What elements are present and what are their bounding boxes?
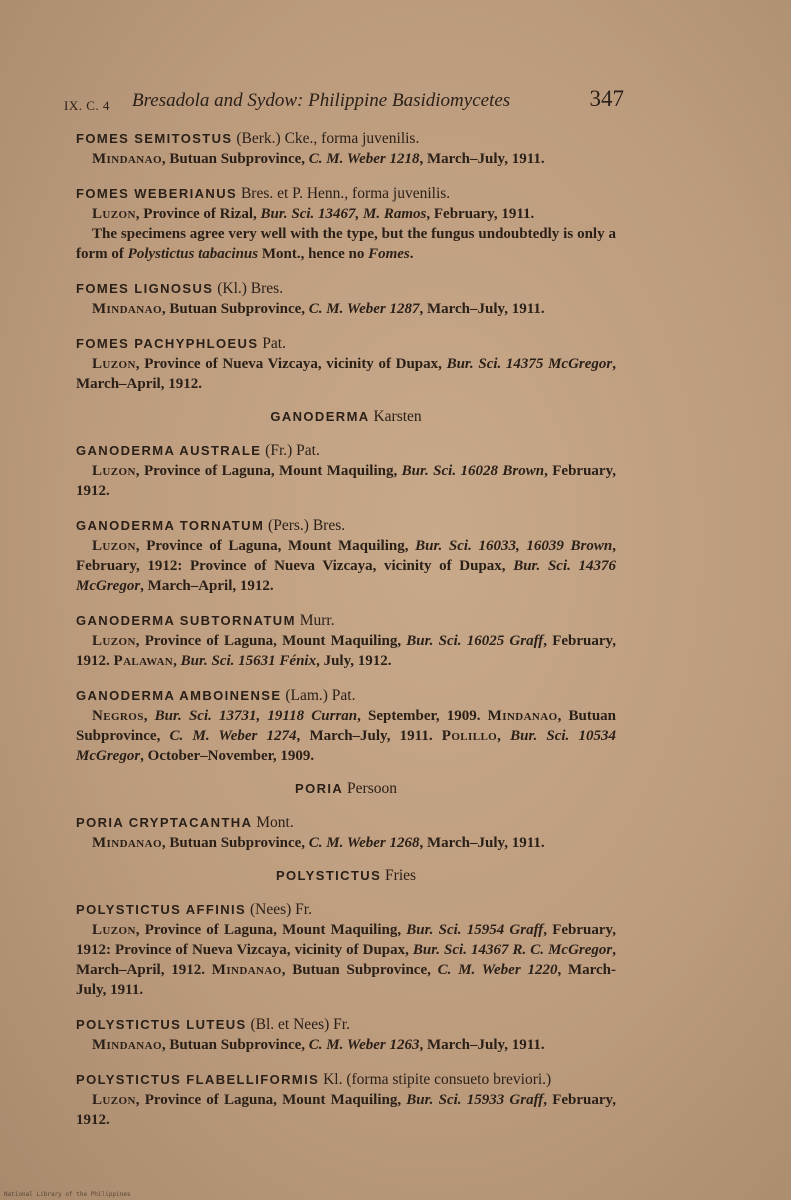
collection-date: , March–April, 1912. xyxy=(140,578,274,594)
collection-date: , July, 1912. xyxy=(316,653,392,669)
note-taxon: Polystictus tabacinus xyxy=(127,246,259,262)
species-authority: (Nees) Fr. xyxy=(249,901,312,918)
species-heading xyxy=(76,128,616,149)
specimen-record xyxy=(76,1090,616,1130)
locality-detail: , Province of Rizal, xyxy=(135,206,261,222)
genus-heading xyxy=(76,780,616,798)
species-name: POLYSTICTUS AFFINIS xyxy=(76,902,247,917)
collection-number: C. M. Weber 1218 xyxy=(308,151,420,167)
species-authority: (Berk.) Cke., forma juvenilis. xyxy=(236,130,420,147)
specimen-record xyxy=(76,833,616,853)
species-name: FOMES LIGNOSUS xyxy=(76,281,214,296)
species-heading xyxy=(76,812,616,833)
locality: Negros xyxy=(92,708,144,724)
collection-date: , February, 1912. xyxy=(76,1092,616,1128)
collection-number: Bur. Sci. 15631 Fénix xyxy=(180,653,317,669)
species-entry xyxy=(76,278,616,319)
locality-detail: , Province of Laguna, Mount Maquiling, xyxy=(135,633,407,649)
page-body xyxy=(76,128,616,1144)
species-entry xyxy=(76,1014,616,1055)
genus-heading xyxy=(76,408,616,426)
specimen-record xyxy=(76,354,616,394)
species-name: FOMES SEMITOSTUS xyxy=(76,131,233,146)
species-authority: Kl. (forma stipite consueto breviori.) xyxy=(323,1071,552,1088)
species-heading xyxy=(76,440,616,461)
specimen-record xyxy=(76,1035,616,1055)
species-name: PORIA CRYPTACANTHA xyxy=(76,815,253,830)
species-entry xyxy=(76,440,616,501)
locality: Mindanao xyxy=(92,1037,162,1053)
species-authority: Mont. xyxy=(256,814,294,831)
collection-number: Bur. Sci. 15954 Graff xyxy=(406,922,544,938)
collection-date: , March–April, 1912. xyxy=(76,942,616,978)
note-text: The specimens agree very well with the type, but the fungus undoubtedly is only a form of xyxy=(76,226,616,262)
locality: Mindanao xyxy=(92,835,162,851)
species-name: FOMES PACHYPHLOEUS xyxy=(76,336,259,351)
species-authority: Pat. xyxy=(262,335,286,352)
locality-detail: , Butuan Subprovince, xyxy=(76,708,617,744)
specimen-record xyxy=(76,536,616,596)
species-entry xyxy=(76,128,616,169)
genus-name: PORIA xyxy=(295,781,344,796)
locality-detail: , xyxy=(497,728,511,744)
specimen-record xyxy=(76,299,616,319)
species-entry xyxy=(76,515,616,596)
collection-date: , February, 1911. xyxy=(426,206,535,222)
species-name: POLYSTICTUS LUTEUS xyxy=(76,1017,247,1032)
locality-detail: , Province of Laguna, Mount Maquiling, xyxy=(135,463,402,479)
specimen-record xyxy=(76,204,616,224)
collection-date: , March–July, 1911. xyxy=(419,1037,545,1053)
collection-number: Bur. Sci. 15933 Graff xyxy=(406,1092,544,1108)
collection-date: , March–July, 1911. xyxy=(419,151,545,167)
specimen-record xyxy=(76,631,616,671)
collection-number: C. M. Weber 1287 xyxy=(308,301,420,317)
species-name: GANODERMA AMBOINENSE xyxy=(76,688,282,703)
species-entry xyxy=(76,899,616,1000)
genus-heading xyxy=(76,867,616,885)
species-heading xyxy=(76,1069,616,1090)
collection-number: Bur. Sci. 14375 McGregor xyxy=(446,356,613,372)
species-entry xyxy=(76,1069,616,1130)
species-entry xyxy=(76,333,616,394)
species-authority: Murr. xyxy=(299,612,335,629)
locality: Mindanao xyxy=(92,301,162,317)
species-entry xyxy=(76,812,616,853)
locality: Mindanao xyxy=(211,962,282,978)
species-heading xyxy=(76,333,616,354)
collection-date: , September, 1909. xyxy=(357,708,488,724)
genus-name: POLYSTICTUS xyxy=(275,868,382,883)
note-text: . xyxy=(409,246,414,262)
locality-detail: , Butuan Subprovince, xyxy=(161,151,309,167)
species-name: GANODERMA TORNATUM xyxy=(76,518,265,533)
collection-number: C. M. Weber 1274 xyxy=(169,728,297,744)
locality: Luzon xyxy=(92,1092,136,1108)
species-heading xyxy=(76,183,616,204)
species-heading xyxy=(76,515,616,536)
species-authority: Bres. et P. Henn., forma juvenilis. xyxy=(240,185,451,202)
collection-number: Bur. Sci. 14367 R. C. McGregor xyxy=(412,942,613,958)
running-header xyxy=(64,88,624,118)
collection-date: , February, 1912. xyxy=(76,463,617,499)
collection-number: Bur. Sci. 16033, 16039 Brown xyxy=(415,538,613,554)
locality: Luzon xyxy=(92,922,136,938)
locality: Mindanao xyxy=(487,708,558,724)
locality: Luzon xyxy=(92,538,136,554)
collection-date: , March-July, 1911. xyxy=(76,962,617,998)
collection-number: C. M. Weber 1220 xyxy=(437,962,558,978)
page-number: 347 xyxy=(589,86,624,111)
collection-date: , February, 1912. xyxy=(76,633,616,669)
collection-number: Bur. Sci. 13731, 19118 Curran xyxy=(154,708,358,724)
section-number: IX. C. 4 xyxy=(64,98,110,113)
species-heading xyxy=(76,685,616,706)
specimen-record xyxy=(76,461,616,501)
collection-date: , March–July, 1911. xyxy=(296,728,442,744)
species-heading xyxy=(76,278,616,299)
locality-detail: , Province of Laguna, Mount Maquiling, xyxy=(135,1092,407,1108)
locality-detail: , Butuan Subprovince, xyxy=(161,1037,309,1053)
species-name: GANODERMA SUBTORNATUM xyxy=(76,613,296,628)
specimen-record xyxy=(76,920,616,1000)
locality: Polillo xyxy=(441,728,498,744)
locality-detail: , Province of Laguna, Mount Maquiling, xyxy=(135,538,416,554)
locality: Luzon xyxy=(92,206,136,222)
species-authority: (Fr.) Pat. xyxy=(265,442,320,459)
species-authority: (Lam.) Pat. xyxy=(285,687,356,704)
locality-detail: , xyxy=(173,653,181,669)
locality: Luzon xyxy=(92,633,136,649)
species-name: POLYSTICTUS FLABELLIFORMIS xyxy=(76,1072,320,1087)
locality-detail: , Province of Nueva Vizcaya, vicinity of Dupax, xyxy=(135,356,447,372)
locality-detail: , February, 1912: Province of Nueva Vizcaya, vicinity of Dupax, xyxy=(76,922,616,958)
species-entry xyxy=(76,183,616,264)
species-entry xyxy=(76,610,616,671)
locality: Luzon xyxy=(92,463,136,479)
species-heading xyxy=(76,899,616,920)
specimen-record xyxy=(76,149,616,169)
specimen-record xyxy=(76,706,616,766)
locality-detail: , Butuan Subprovince, xyxy=(161,835,309,851)
collection-date: , March–April, 1912. xyxy=(76,356,617,392)
scan-footer: National Library of the Philippines xyxy=(4,1191,131,1198)
locality-detail: , Province of Laguna, Mount Maquiling, xyxy=(135,922,407,938)
collection-date: , March–July, 1911. xyxy=(419,301,545,317)
locality: Luzon xyxy=(92,356,136,372)
collection-number: C. M. Weber 1263 xyxy=(308,1037,420,1053)
genus-authority: Fries xyxy=(385,867,417,884)
collection-number: Bur. Sci. 10534 McGregor xyxy=(76,728,616,764)
locality-detail: , February, 1912: Province of Nueva Vizcaya, vicinity of Dupax, xyxy=(76,538,616,574)
collection-number: Bur. Sci. 13467, M. Ramos xyxy=(260,206,427,222)
species-name: FOMES WEBERIANUS xyxy=(76,186,238,201)
collection-number: C. M. Weber 1268 xyxy=(308,835,420,851)
running-title: Bresadola and Sydow: Philippine Basidiomycetes xyxy=(132,90,511,111)
collection-number: Bur. Sci. 16025 Graff xyxy=(406,633,544,649)
collection-date: , March–July, 1911. xyxy=(419,835,545,851)
species-authority: (Pers.) Bres. xyxy=(268,517,346,534)
species-authority: (Kl.) Bres. xyxy=(217,280,284,297)
note-taxon: Fomes xyxy=(368,246,410,262)
species-entry xyxy=(76,685,616,766)
genus-authority: Karsten xyxy=(373,408,422,425)
locality-detail: , Butuan Subprovince, xyxy=(161,301,309,317)
collection-number: Bur. Sci. 16028 Brown xyxy=(401,463,545,479)
collection-number: Bur. Sci. 14376 McGregor xyxy=(76,558,617,594)
collection-date: , October–November, 1909. xyxy=(140,748,315,764)
locality-detail: , xyxy=(143,708,155,724)
species-heading xyxy=(76,610,616,631)
species-heading xyxy=(76,1014,616,1035)
genus-name: GANODERMA xyxy=(270,409,370,424)
note-text: Mont., hence no xyxy=(258,246,369,262)
locality: Palawan xyxy=(113,653,174,669)
species-note xyxy=(76,224,616,264)
genus-authority: Persoon xyxy=(347,780,397,797)
species-authority: (Bl. et Nees) Fr. xyxy=(250,1016,350,1033)
locality-detail: , Butuan Subprovince, xyxy=(281,962,438,978)
species-name: GANODERMA AUSTRALE xyxy=(76,443,262,458)
locality: Mindanao xyxy=(92,151,162,167)
